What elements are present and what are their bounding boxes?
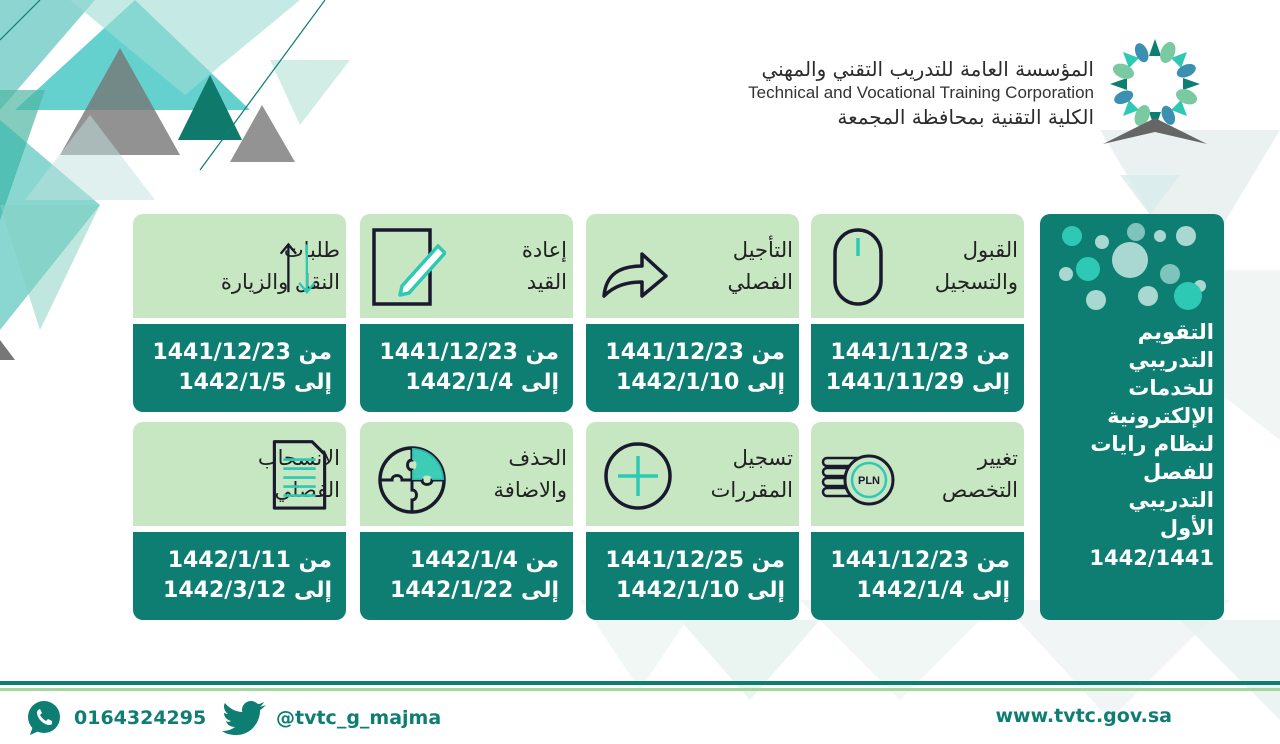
service-label-line: الحذف	[508, 446, 567, 470]
service-label	[898, 234, 1018, 298]
title-line: للخدمات	[1128, 376, 1214, 400]
title-line: التقويم	[1137, 320, 1214, 344]
date-from: من 1441/12/25	[605, 548, 785, 573]
service-card-withdrawal	[133, 422, 346, 620]
card-header	[360, 214, 573, 318]
card-header	[586, 422, 799, 526]
service-label-line: تسجيل	[732, 446, 793, 470]
title-line: لنظام رايات	[1090, 432, 1214, 456]
date-to: إلى 1442/3/12	[163, 578, 332, 603]
service-label	[447, 442, 567, 506]
service-label	[673, 442, 793, 506]
date-from: من 1441/11/23	[830, 340, 1010, 365]
date-to: إلى 1442/1/5	[178, 370, 332, 395]
service-card-transfer	[133, 214, 346, 412]
document-icon	[269, 432, 339, 516]
title-line: الأول	[1159, 516, 1214, 540]
service-card-admission	[811, 214, 1024, 412]
card-dates	[133, 324, 346, 412]
service-label-line: القبول	[962, 238, 1018, 262]
date-to: إلى 1441/11/29	[825, 370, 1010, 395]
twitter-icon	[222, 700, 268, 736]
card-dates	[586, 324, 799, 412]
card-dates	[811, 324, 1024, 412]
mouse-icon	[819, 224, 897, 308]
card-dates	[133, 532, 346, 620]
service-label-line: المقررات	[710, 478, 793, 502]
card-header	[811, 214, 1024, 318]
service-label	[447, 234, 567, 298]
service-card-reinstatement	[360, 214, 573, 412]
service-label-line: الفصلي	[727, 270, 793, 294]
card-dates	[360, 324, 573, 412]
date-to: إلى 1442/1/4	[405, 370, 559, 395]
tvtc-logo	[1095, 22, 1220, 162]
org-name-english: Technical and Vocational Training Corporation	[748, 83, 1094, 102]
footer-twitter[interactable]	[222, 703, 441, 733]
service-label-line: والاضافة	[493, 478, 567, 502]
service-label-line: القيد	[526, 270, 567, 294]
service-card-postponement	[586, 214, 799, 412]
title-panel	[1040, 214, 1224, 620]
service-label-line: التخصص	[941, 478, 1018, 502]
card-header	[360, 422, 573, 526]
service-label-line: تغيير	[977, 446, 1018, 470]
date-to: إلى 1442/1/10	[616, 370, 785, 395]
plus-circle-icon	[594, 432, 672, 516]
service-label-line: الفصلي	[274, 478, 340, 502]
service-label	[898, 442, 1018, 506]
title-line: للفصل	[1142, 460, 1214, 484]
service-card-change-major	[811, 422, 1024, 620]
twitter-handle: @tvtc_g_majma	[276, 707, 442, 729]
header	[674, 56, 1094, 130]
phone-number: 0164324295	[74, 707, 207, 729]
whatsapp-icon	[24, 699, 64, 737]
edit-page-icon	[368, 224, 446, 308]
date-to: إلى 1442/1/4	[856, 578, 1010, 603]
title-line: التدريبي	[1128, 488, 1214, 512]
footer-divider-light	[0, 688, 1280, 691]
card-header	[133, 214, 346, 318]
service-card-drop-add	[360, 422, 573, 620]
puzzle-icon	[368, 432, 446, 516]
date-from: من 1441/12/23	[605, 340, 785, 365]
card-dates	[811, 532, 1024, 620]
footer-phone[interactable]	[24, 703, 206, 733]
card-dates	[360, 532, 573, 620]
decorative-dots	[1040, 214, 1224, 314]
footer-divider	[0, 681, 1280, 685]
date-from: من 1442/1/4	[410, 548, 559, 573]
calendar-title	[1046, 318, 1214, 572]
title-line: الإلكترونية	[1107, 404, 1214, 428]
date-from: من 1442/1/11	[167, 548, 332, 573]
transfer-arrows-icon	[273, 224, 333, 308]
card-header	[133, 422, 346, 526]
date-to: إلى 1442/1/10	[616, 578, 785, 603]
date-to: إلى 1442/1/22	[390, 578, 559, 603]
service-label-line: طلبات	[283, 238, 340, 262]
plan-coins-icon	[819, 432, 897, 516]
service-label-line: النقل والزيارة	[220, 270, 340, 294]
pln-text: PLN	[858, 475, 880, 487]
service-label-line: الانسحاب	[257, 446, 340, 470]
date-from: من 1441/12/23	[379, 340, 559, 365]
service-label-line: والتسجيل	[934, 270, 1018, 294]
title-line: التدريبي	[1128, 348, 1214, 372]
title-year: 1442/1441	[1089, 546, 1214, 570]
date-from: من 1441/12/23	[152, 340, 332, 365]
college-name: الكلية التقنية بمحافظة المجمعة	[837, 105, 1094, 129]
forward-arrow-icon	[594, 224, 672, 308]
date-from: من 1441/12/23	[830, 548, 1010, 573]
card-dates	[586, 532, 799, 620]
service-label-line: إعادة	[521, 238, 567, 262]
card-header	[811, 422, 1024, 526]
service-label-line: التأجيل	[732, 238, 793, 262]
org-name-arabic: المؤسسة العامة للتدريب التقني والمهني	[761, 57, 1094, 81]
service-card-course-registration	[586, 422, 799, 620]
website-link[interactable]: www.tvtc.gov.sa	[995, 705, 1172, 727]
service-label	[673, 234, 793, 298]
card-header	[586, 214, 799, 318]
